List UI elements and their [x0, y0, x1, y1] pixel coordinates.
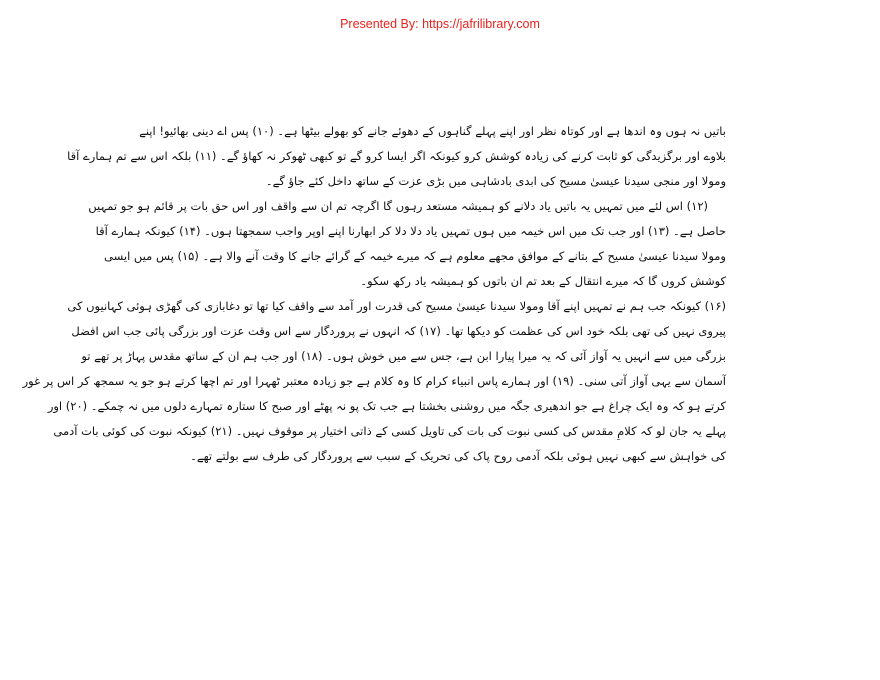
text-line-14: کی خواہش سے کبھی نہیں ہوئی بلکہ آدمی روح پاک کی تحریک کے سبب سے پروردگار کی طرف سے بولتے تھے۔	[190, 449, 726, 463]
text-line-8: (۱۶) کیونکہ جب ہم نے تمہیں اپنے آقا ومولا سیدنا عیسیٰ مسیح کی قدرت اور آمد سے واقف کیا تھا تو دغابازی کی گھڑی ہوئی کہانیوں کی	[67, 299, 726, 313]
text-line-4: (۱۲) اس لئے میں تمہیں یہ باتیں یاد دلانے کو ہمیشہ مستعد رہوں گا اگرچہ تم ان سے واقف اور اس حق بات پر قائم ہو جو تمہیں	[88, 199, 708, 213]
urdu-text-body	[22, 119, 726, 469]
text-line-6: ومولا سیدنا عیسیٰ مسیح کے بتانے کے موافق مجھے معلوم ہے کہ میرے خیمہ کے گرائے جانے کا وقت آنے والا ہے۔ (۱۵) پس میں ایسی	[104, 249, 726, 263]
text-line-11: آسمان سے یہی آواز آتی سنی۔ (۱۹) اور ہمارے پاس انبیاء کرام کا وہ کلام ہے جو زیادہ معتبر ٹھہرا اور تم اچھا کرتے ہو جو یہ سمجھ کر اس پر غور	[22, 374, 726, 388]
text-line-7: کوشش کروں گا کہ میرے انتقال کے بعد تم ان باتوں کو ہمیشہ یاد رکھ سکو۔	[360, 274, 726, 288]
presented-by-link[interactable]: Presented By: https://jafrilibrary.com	[340, 17, 540, 31]
text-line-2: بلاوے اور برگزیدگی کو ثابت کرنے کی زیادہ کوشش کرو کیونکہ اگر ایسا کرو گے تو کبھی ٹھوکر نہ کھاؤ گے۔ (۱۱) بلکہ اس سے تم ہمارے آقا	[67, 149, 726, 163]
text-line-5: حاصل ہے۔ (۱۳) اور جب تک میں اس خیمہ میں ہوں تمہیں یاد دلا دلا کر ابھارنا اپنے اوپر واجب سمجھتا ہوں۔ (۱۴) کیونکہ ہمارے آقا	[95, 224, 726, 238]
text-line-3: ومولا اور منجی سیدنا عیسیٰ مسیح کی ابدی بادشاہی میں بڑی عزت کے ساتھ داخل کئے جاؤ گے۔	[265, 174, 726, 188]
text-line-1: باتیں نہ ہوں وہ اندھا ہے اور کوتاہ نظر اور اپنے پہلے گناہوں کے دھوئے جانے کو بھولے بیٹھا ہے۔ (۱۰) پس اے دینی بھائیو! اپنے	[139, 124, 726, 138]
text-line-13: پہلے یہ جان لو کہ کلامِ مقدس کی کسی نبوت کی بات کی تاویل کسی کے ذاتی اختیار پر موقوف نہیں۔ (۲۱) کیونکہ نبوت کی کوئی بات آدمی	[53, 424, 726, 438]
text-line-9: پیروی نہیں کی تھی بلکہ خود اس کی عظمت کو دیکھا تھا۔ (۱۷) کہ انہوں نے پروردگار سے اس وقت عزت اور بزرگی پائی جب اس افضل	[71, 324, 726, 338]
text-line-12: کرتے ہو کہ وہ ایک چراغ ہے جو اندھیری جگہ میں روشنی بخشتا ہے جب تک پو نہ پھٹے اور صبح کا ستارہ تمہارے دلوں میں نہ چمکے۔ (۲۰) اور	[47, 399, 726, 413]
text-line-10: بزرگی میں سے انہیں یہ آواز آئی کہ یہ میرا پیارا ابن ہے، جس سے میں خوش ہوں۔ (۱۸) اور جب ہم ان کے ساتھ مقدس پہاڑ پر تھے تو	[81, 349, 726, 363]
